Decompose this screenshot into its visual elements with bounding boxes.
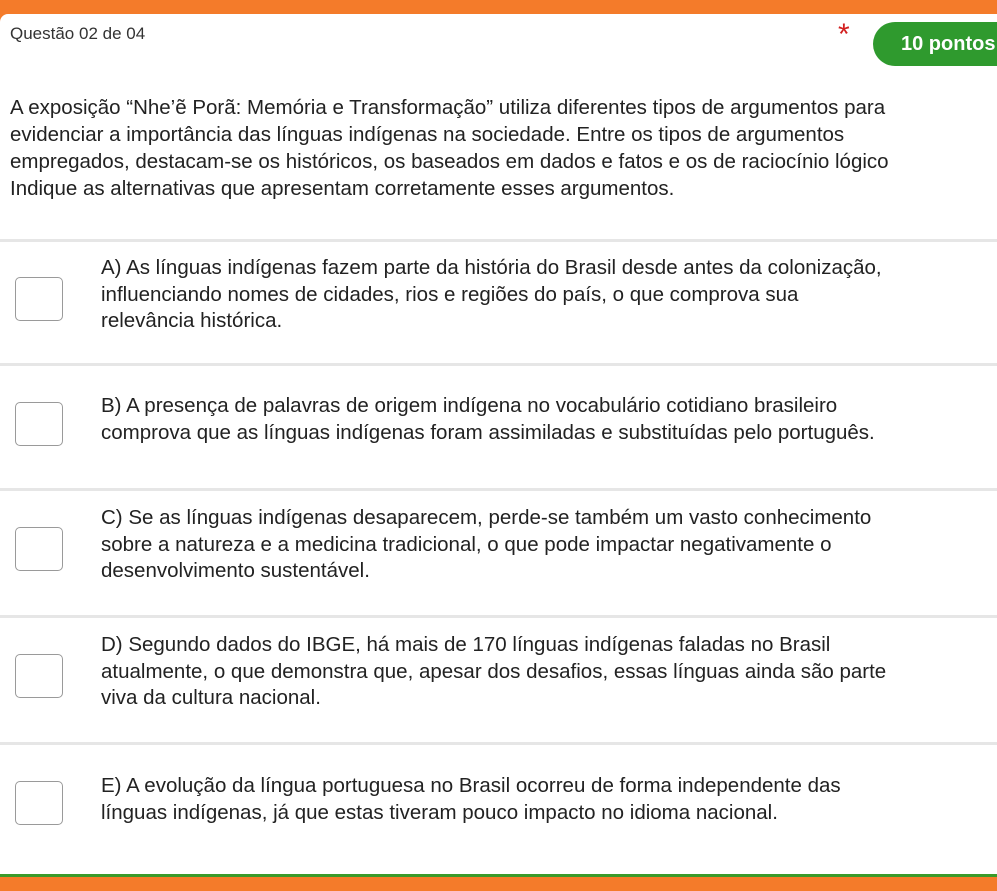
option-e-label[interactable]: E) A evolução da língua portuguesa no Brasil ocorreu de forma independente das línguas indígenas, já que estas tiveram pouco impacto no idioma nacional. — [101, 774, 841, 824]
option-b[interactable] — [0, 366, 997, 488]
option-c-checkbox[interactable] — [15, 527, 63, 571]
option-b-checkbox[interactable] — [15, 402, 63, 446]
option-c-label[interactable]: C) Se as línguas indígenas desaparecem, perde-se também um vasto conhecimento sobre a natureza e a medicina tradicional, o que pode impactar negativamente o desenvolvimento sustentável. — [101, 506, 872, 582]
card-bottom-border — [0, 874, 997, 877]
question-counter: Questão 02 de 04 — [10, 24, 146, 43]
option-a[interactable] — [0, 242, 997, 364]
option-e-checkbox[interactable] — [15, 781, 63, 825]
points-badge: 10 pontos — [873, 22, 997, 66]
option-d[interactable] — [0, 618, 997, 742]
option-b-label[interactable]: B) A presença de palavras de origem indígena no vocabulário cotidiano brasileiro comprova que as línguas indígenas foram assimiladas e substituídas pelo português. — [101, 394, 875, 444]
option-c[interactable] — [0, 491, 997, 615]
option-a-label[interactable]: A) As línguas indígenas fazem parte da história do Brasil desde antes da colonização, influenciando nomes de cidades, rios e regiões do país, o que comprova sua relevância histórica. — [101, 256, 882, 332]
option-d-checkbox[interactable] — [15, 654, 63, 698]
option-d-label[interactable]: D) Segundo dados do IBGE, há mais de 170 línguas indígenas faladas no Brasil atualmente, o que demonstra que, apesar dos desafios, essas línguas ainda são parte viva da cultura nacional. — [101, 633, 887, 709]
question-text: A exposição “Nhe’ẽ Porã: Memória e Transformação” utiliza diferentes tipos de argumentos para evidenciar a importância das línguas indígenas na sociedade. Entre os tipos de argumentos empregados, destacam-se os históricos, os baseados em dados e fatos e os de raciocínio lógico Indique as alternativas que apresentam corretamente esses argumentos. — [10, 96, 889, 200]
option-e[interactable] — [0, 745, 997, 869]
option-a-checkbox[interactable] — [15, 277, 63, 321]
question-card — [0, 14, 997, 876]
required-asterisk-icon: * — [838, 18, 850, 51]
